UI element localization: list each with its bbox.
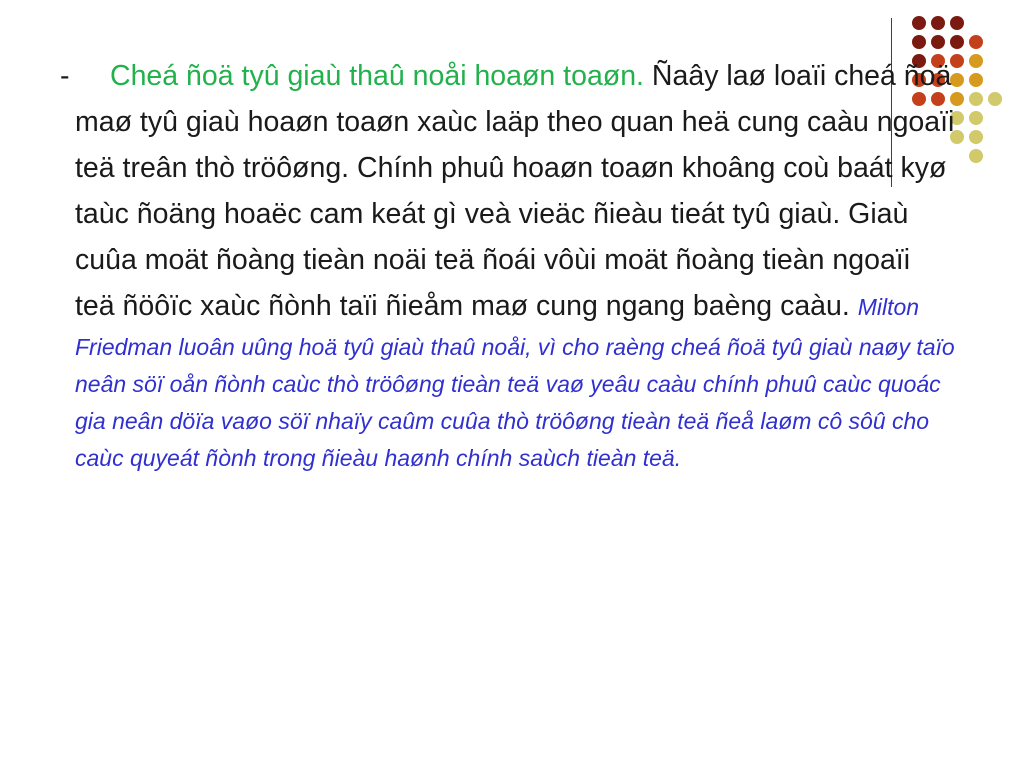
- decor-dot: [969, 35, 983, 49]
- decor-dot: [931, 35, 945, 49]
- quote-start: Milton: [857, 294, 920, 320]
- text-line-5: cuûa moät ñoàng tieàn noäi teä ñoái vôùi moät ñoàng tieàn ngoaïi: [75, 244, 911, 276]
- decor-dot: [988, 92, 1002, 106]
- decor-dot: [969, 149, 983, 163]
- decor-dot: [969, 92, 983, 106]
- decor-dot: [969, 130, 983, 144]
- text-line-4: taùc ñoäng hoaëc cam keát gì veà vieäc ñieàu tieát tyû giaù. Giaù: [75, 198, 909, 230]
- decor-dot: [969, 73, 983, 87]
- bullet-dash: -: [60, 60, 70, 92]
- quote-line-2: neân söï oån ñònh caùc thò tröôøng tieàn teä vaø yeâu caàu chính phuû caùc quoác: [75, 371, 941, 397]
- green-lead-phrase: Cheá ñoä tyû giaù thaû noåi hoaøn toaøn.: [110, 60, 644, 92]
- decor-dot: [950, 54, 964, 68]
- quote-line-3: gia neân döïa vaøo söï nhaïy caûm cuûa thò tröôøng tieàn teä ñeå laøm cô sôû cho: [75, 408, 930, 434]
- decor-dot: [950, 35, 964, 49]
- decor-dot: [969, 111, 983, 125]
- text-line-1: [110, 53, 951, 99]
- decor-dot: [912, 35, 926, 49]
- text-line-2: maø tyû giaù hoaøn toaøn xaùc laäp theo quan heä cung caàu ngoaïi: [75, 106, 955, 138]
- decor-dot: [912, 16, 926, 30]
- decor-dot: [969, 54, 983, 68]
- body-text-segment: Ñaây laø loaïi cheá ñoä: [651, 60, 952, 92]
- decor-dot: [931, 16, 945, 30]
- quote-line-4: caùc quyeát ñònh trong ñieàu haønh chính saùch tieàn teä.: [75, 445, 682, 471]
- text-line-3: teä treân thò tröôøng. Chính phuû hoaøn toaøn khoâng coù baát kyø: [75, 152, 947, 184]
- decor-dot: [950, 16, 964, 30]
- text-line-6: [75, 283, 919, 329]
- decor-dot: [950, 73, 964, 87]
- body-text-segment: teä ñöôïc xaùc ñònh taïi ñieåm maø cung ngang baèng caàu.: [75, 290, 850, 322]
- quote-line-1: Friedman luoân uûng hoä tyû giaù thaû noåi, vì cho raèng cheá ñoä tyû giaù naøy taïo: [75, 334, 955, 360]
